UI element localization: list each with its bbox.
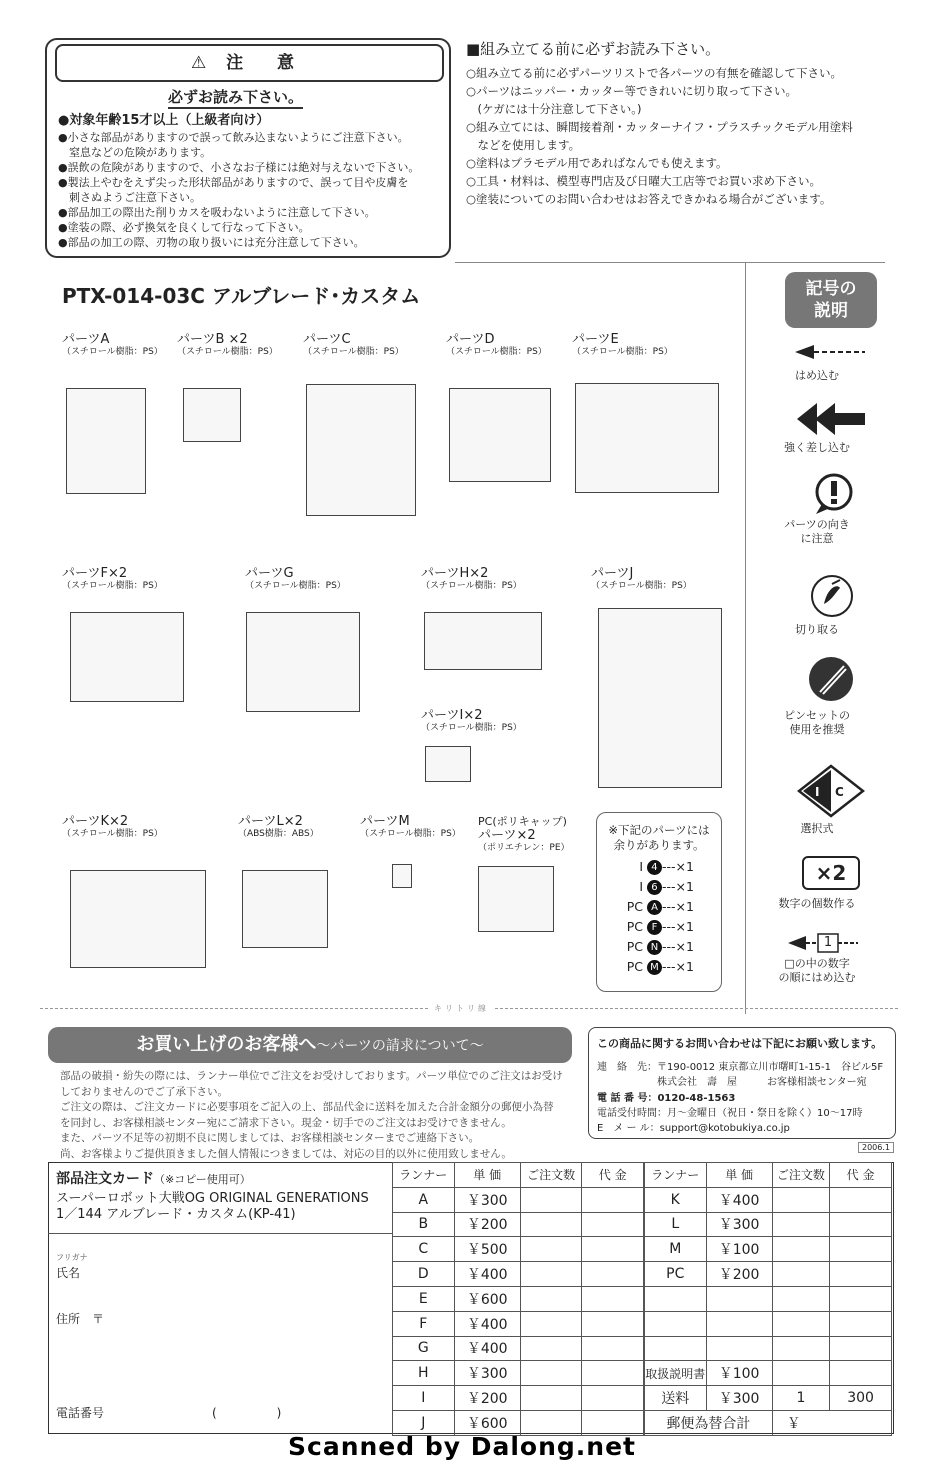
amount-cell[interactable]: [582, 1286, 644, 1311]
furigana-label: フリガナ: [56, 1253, 88, 1262]
parts-label-pc: PC(ポリキャップ) パーツ×2 （ポリエチレン：PE）: [478, 815, 570, 853]
caution-item: ●塗装の際、必ず換気を良くして行なって下さい。: [58, 221, 310, 234]
legend-heading: 記号の 説明: [785, 272, 877, 328]
svg-text:C: C: [835, 785, 844, 799]
contact-company: 株式会社 壽 屋 お客様相談センター宛: [597, 1077, 867, 1088]
sprue-a: [66, 388, 146, 494]
select-icon: [797, 764, 865, 818]
parts-label-l: パーツL×2 （ABS樹脂：ABS）: [238, 814, 319, 839]
qty-cell[interactable]: [520, 1336, 582, 1361]
amount-cell[interactable]: [582, 1336, 644, 1361]
qty-cell[interactable]: [520, 1187, 582, 1212]
table-row: G ￥400: [393, 1336, 644, 1361]
legend-label-insert: はめ込む: [795, 369, 839, 382]
legend-divider: [745, 262, 746, 1014]
qty-cell[interactable]: [520, 1361, 582, 1386]
qty-cell[interactable]: [772, 1262, 829, 1287]
legend-label-tweezers: ピンセットの 使用を推奨: [784, 709, 850, 736]
table-row: D ￥400: [393, 1262, 644, 1287]
total-row: 郵便為替合計 ￥: [645, 1410, 892, 1435]
legend-label-attention: パーツの向き に注意: [784, 518, 850, 545]
parts-label-m: パーツM （スチロール樹脂：PS）: [360, 814, 461, 839]
table-row: J ￥600: [393, 1410, 644, 1435]
amount-cell[interactable]: [830, 1237, 892, 1262]
amount-cell[interactable]: [830, 1286, 892, 1311]
spare-row: PC N ---×1: [626, 939, 694, 954]
table-row: K ￥400: [645, 1187, 892, 1212]
order-table-header: ランナー 単 価 ご注文数 代 金: [645, 1163, 892, 1188]
sprue-d: [449, 388, 551, 482]
order-card-product: スーパーロボット大戦OG ORIGINAL GENERATIONS 1／144 アルブレード・カスタム(KP-41): [56, 1191, 369, 1222]
amount-cell[interactable]: [830, 1336, 892, 1361]
before-assembly-item: ○パーツはニッパー・カッター等できれいに切り取って下さい。: [466, 84, 797, 98]
qty-cell[interactable]: [772, 1311, 829, 1336]
amount-cell[interactable]: 300: [830, 1386, 892, 1411]
parts-label-j: パーツJ （スチロール樹脂：PS）: [591, 566, 692, 591]
contact-email: E メ ー ル：support@kotobukiya.co.jp: [597, 1123, 790, 1134]
table-row: 送料 ￥300 1 300: [645, 1386, 892, 1411]
press-arrow-icon: [795, 400, 867, 438]
parts-label-e: パーツE （スチロール樹脂：PS）: [572, 332, 673, 357]
before-assembly-title: ■組み立てる前に必ずお読み下さい。: [466, 40, 721, 58]
qty-cell[interactable]: [520, 1237, 582, 1262]
customer-heading: お買い上げのお客様へ～パーツの請求について～: [48, 1027, 572, 1063]
table-row: E ￥600: [393, 1286, 644, 1311]
sprue-b: [183, 388, 241, 442]
contact-hours: 電話受付時間：月～金曜日（祝日・祭日を除く）10～17時: [597, 1108, 863, 1119]
before-assembly-item: ○組み立てる前に必ずパーツリストで各パーツの有無を確認して下さい。: [466, 66, 842, 80]
parts-label-h: パーツH×2 （スチロール樹脂：PS）: [421, 566, 522, 591]
before-assembly-item: ○組み立てには、瞬間接着剤・カッターナイフ・プラスチックモデル用塗料: [466, 120, 853, 134]
table-row: C ￥500: [393, 1237, 644, 1262]
caution-list: [58, 112, 443, 250]
caution-item: ●小さな部品がありますので誤って飲み込まないようにご注意下さい。: [58, 131, 409, 144]
total-amount-cell[interactable]: ￥: [772, 1410, 891, 1435]
amount-cell[interactable]: [830, 1212, 892, 1237]
age-warning: ●対象年齢15才以上（上級者向け）: [58, 113, 270, 128]
parts-label-d: パーツD （スチロール樹脂：PS）: [446, 332, 547, 357]
cut-icon: [810, 574, 854, 618]
legend-label-press: 強く差し込む: [784, 441, 850, 454]
parts-label-i: パーツI×2 （スチロール樹脂：PS）: [421, 708, 522, 733]
before-assembly-item: などを使用します。: [466, 138, 581, 152]
amount-cell[interactable]: [830, 1311, 892, 1336]
sprue-h: [424, 612, 542, 670]
table-row: F ￥400: [393, 1311, 644, 1336]
multiply-icon: ×2: [802, 856, 860, 890]
cut-line-label: キリトリ線: [430, 1003, 493, 1014]
caution-item: 窒息などの危険があります。: [58, 146, 212, 159]
attention-icon: [812, 472, 856, 516]
before-assembly-item: ○塗装についてのお問い合わせはお答えできかねる場合がございます。: [466, 192, 832, 206]
table-row: PC ￥200: [645, 1262, 892, 1287]
parts-label-k: パーツK×2 （スチロール樹脂：PS）: [62, 814, 163, 839]
parts-label-g: パーツG （スチロール樹脂：PS）: [245, 566, 346, 591]
before-assembly-item: (ケガには十分注意して下さい。): [466, 102, 642, 116]
contact-phone: 電 話 番 号：0120-48-1563: [597, 1093, 736, 1104]
qty-cell[interactable]: [772, 1237, 829, 1262]
sprue-l: [242, 870, 328, 948]
table-row: [645, 1311, 892, 1336]
model-title: PTX-014-03C アルブレード･カスタム: [62, 284, 421, 308]
version-label: 2006.1: [858, 1142, 894, 1153]
contact-title: この商品に関するお問い合わせは下記にお願い致します。: [597, 1037, 883, 1050]
sprue-g: [246, 612, 360, 712]
caution-heading: ⚠ 注 意: [55, 44, 444, 82]
parts-label-c: パーツC （スチロール樹脂：PS）: [303, 332, 404, 357]
contact-box: [588, 1027, 896, 1139]
parts-label-a: パーツA （スチロール樹脂：PS）: [62, 332, 163, 357]
table-row: [645, 1336, 892, 1361]
address-field[interactable]: 住所 〒: [56, 1312, 105, 1326]
sprue-pc: [478, 866, 554, 932]
amount-cell[interactable]: [582, 1237, 644, 1262]
amount-cell[interactable]: [830, 1361, 892, 1386]
table-row: I ￥200: [393, 1386, 644, 1411]
sprue-e: [575, 383, 719, 493]
sprue-i: [425, 746, 471, 782]
order-table-header: ランナー 単 価 ご注文数 代 金: [393, 1163, 644, 1188]
contact-address: 連 絡 先：〒190-0012 東京都立川市曙町1-15-1 谷ビル5F: [597, 1062, 884, 1073]
table-row: [645, 1286, 892, 1311]
amount-cell[interactable]: [582, 1311, 644, 1336]
phone-area-code[interactable]: ( ): [212, 1406, 282, 1420]
qty-cell[interactable]: [772, 1212, 829, 1237]
qty-cell[interactable]: [772, 1336, 829, 1361]
caution-item: 刺さぬようご注意下さい。: [58, 191, 201, 204]
spare-row: PC M ---×1: [626, 959, 694, 974]
sprue-f: [70, 612, 184, 702]
qty-cell[interactable]: [772, 1187, 829, 1212]
before-assembly-item: ○塗料はプラモデル用であればなんでも使えます。: [466, 156, 728, 170]
before-assembly-list: [466, 64, 853, 208]
warning-icon: ⚠: [190, 53, 207, 73]
before-assembly-item: ○工具・材料は、模型専門店及び日曜大工店等でお買い求め下さい。: [466, 174, 822, 188]
caution-item: ●部品の加工の際、刃物の取り扱いには充分注意して下さい。: [58, 236, 365, 249]
sprue-k: [70, 870, 206, 968]
sprue-m: [392, 864, 412, 888]
qty-cell[interactable]: [520, 1311, 582, 1336]
amount-cell[interactable]: [582, 1361, 644, 1386]
qty-cell[interactable]: [520, 1262, 582, 1287]
qty-cell[interactable]: 1: [772, 1386, 829, 1411]
sprue-j: [598, 608, 722, 788]
qty-cell[interactable]: [520, 1386, 582, 1411]
spare-row: I 6 ---×1: [639, 879, 694, 894]
legend-label-select: 選択式: [800, 822, 834, 835]
order-table-left: [392, 1162, 644, 1436]
order-card-title: 部品注文カード（※コピー使用可）: [56, 1171, 251, 1187]
name-field[interactable]: 氏名: [56, 1266, 81, 1280]
legend-label-cut: 切り取る: [795, 623, 839, 636]
legend-label-order: □の中の数字 の順にはめ込む: [778, 957, 856, 984]
table-row: H ￥300: [393, 1361, 644, 1386]
spare-row: PC A ---×1: [626, 899, 694, 914]
table-row: M ￥100: [645, 1237, 892, 1262]
qty-cell[interactable]: [520, 1212, 582, 1237]
scanned-by-watermark: Scanned by Dalong.net: [288, 1432, 637, 1461]
section-divider: [455, 262, 885, 263]
table-row: A ￥300: [393, 1187, 644, 1212]
order-table-right: [644, 1162, 892, 1436]
phone-field[interactable]: 電話番号: [56, 1406, 105, 1420]
amount-cell[interactable]: [830, 1187, 892, 1212]
table-row: L ￥300: [645, 1212, 892, 1237]
amount-cell[interactable]: [582, 1212, 644, 1237]
caution-item: ●誤飲の危険がありますので、小さなお子様には絶対与えないで下さい。: [58, 161, 420, 174]
customer-text: 部品の破損・紛失の際には、ランナー単位でご注文をお受けしております。パーツ単位でのご注文はお受け しておりませんのでご了承下さい。 ご注文の際は、ご注文カードに必要事項をご記入の上、部品代金に送料を加えた合計金額分の郵便小為替 を同封し、お客様相談センター宛にご請求下さい。現金・切手でのご注文はお受けできません。 また、パーツ不足等の初期不良に関しましては、お客様相談センターまでご連絡下さい。 尚、お客様よりご提供頂きました個人情報につきましては、対応の目的以外に使用致しません。: [60, 1070, 563, 1160]
svg-text:I: I: [815, 785, 820, 799]
order-number-badge: 1: [823, 935, 833, 950]
qty-cell[interactable]: [772, 1286, 829, 1311]
spare-parts-note: ※下記のパーツには 余りがあります。 I 4 ---×1 I 6 ---×1 PC A ---×1 PC F ---×1 PC N ---×1 PC M ---×1: [596, 812, 722, 992]
caution-item: ●部品加工の際出た削りカスを吸わないように注意して下さい。: [58, 206, 376, 219]
parts-label-f: パーツF×2 （スチロール樹脂：PS）: [62, 566, 163, 591]
spare-row: PC F ---×1: [626, 919, 694, 934]
tweezers-icon: [808, 656, 854, 702]
qty-cell[interactable]: [772, 1361, 829, 1386]
spare-row: I 4 ---×1: [639, 859, 694, 874]
table-row: 取扱説明書 ￥100: [645, 1361, 892, 1386]
table-row: B ￥200: [393, 1212, 644, 1237]
order-card-divider: [48, 1233, 392, 1234]
amount-cell[interactable]: [830, 1262, 892, 1287]
insert-arrow-icon: [790, 340, 870, 364]
caution-item: ●製法上やむをえず尖った形状部品がありますので、誤って目や皮膚を: [58, 176, 409, 189]
amount-cell[interactable]: [582, 1187, 644, 1212]
amount-cell[interactable]: [582, 1386, 644, 1411]
amount-cell[interactable]: [582, 1262, 644, 1287]
sprue-c: [306, 384, 416, 516]
caution-subheading: 必ずお読み下さい。: [168, 86, 303, 109]
legend-label-multiply: 数字の個数作る: [778, 897, 856, 910]
parts-label-b: パーツB ×2 （スチロール樹脂：PS）: [177, 332, 278, 357]
qty-cell[interactable]: [520, 1286, 582, 1311]
